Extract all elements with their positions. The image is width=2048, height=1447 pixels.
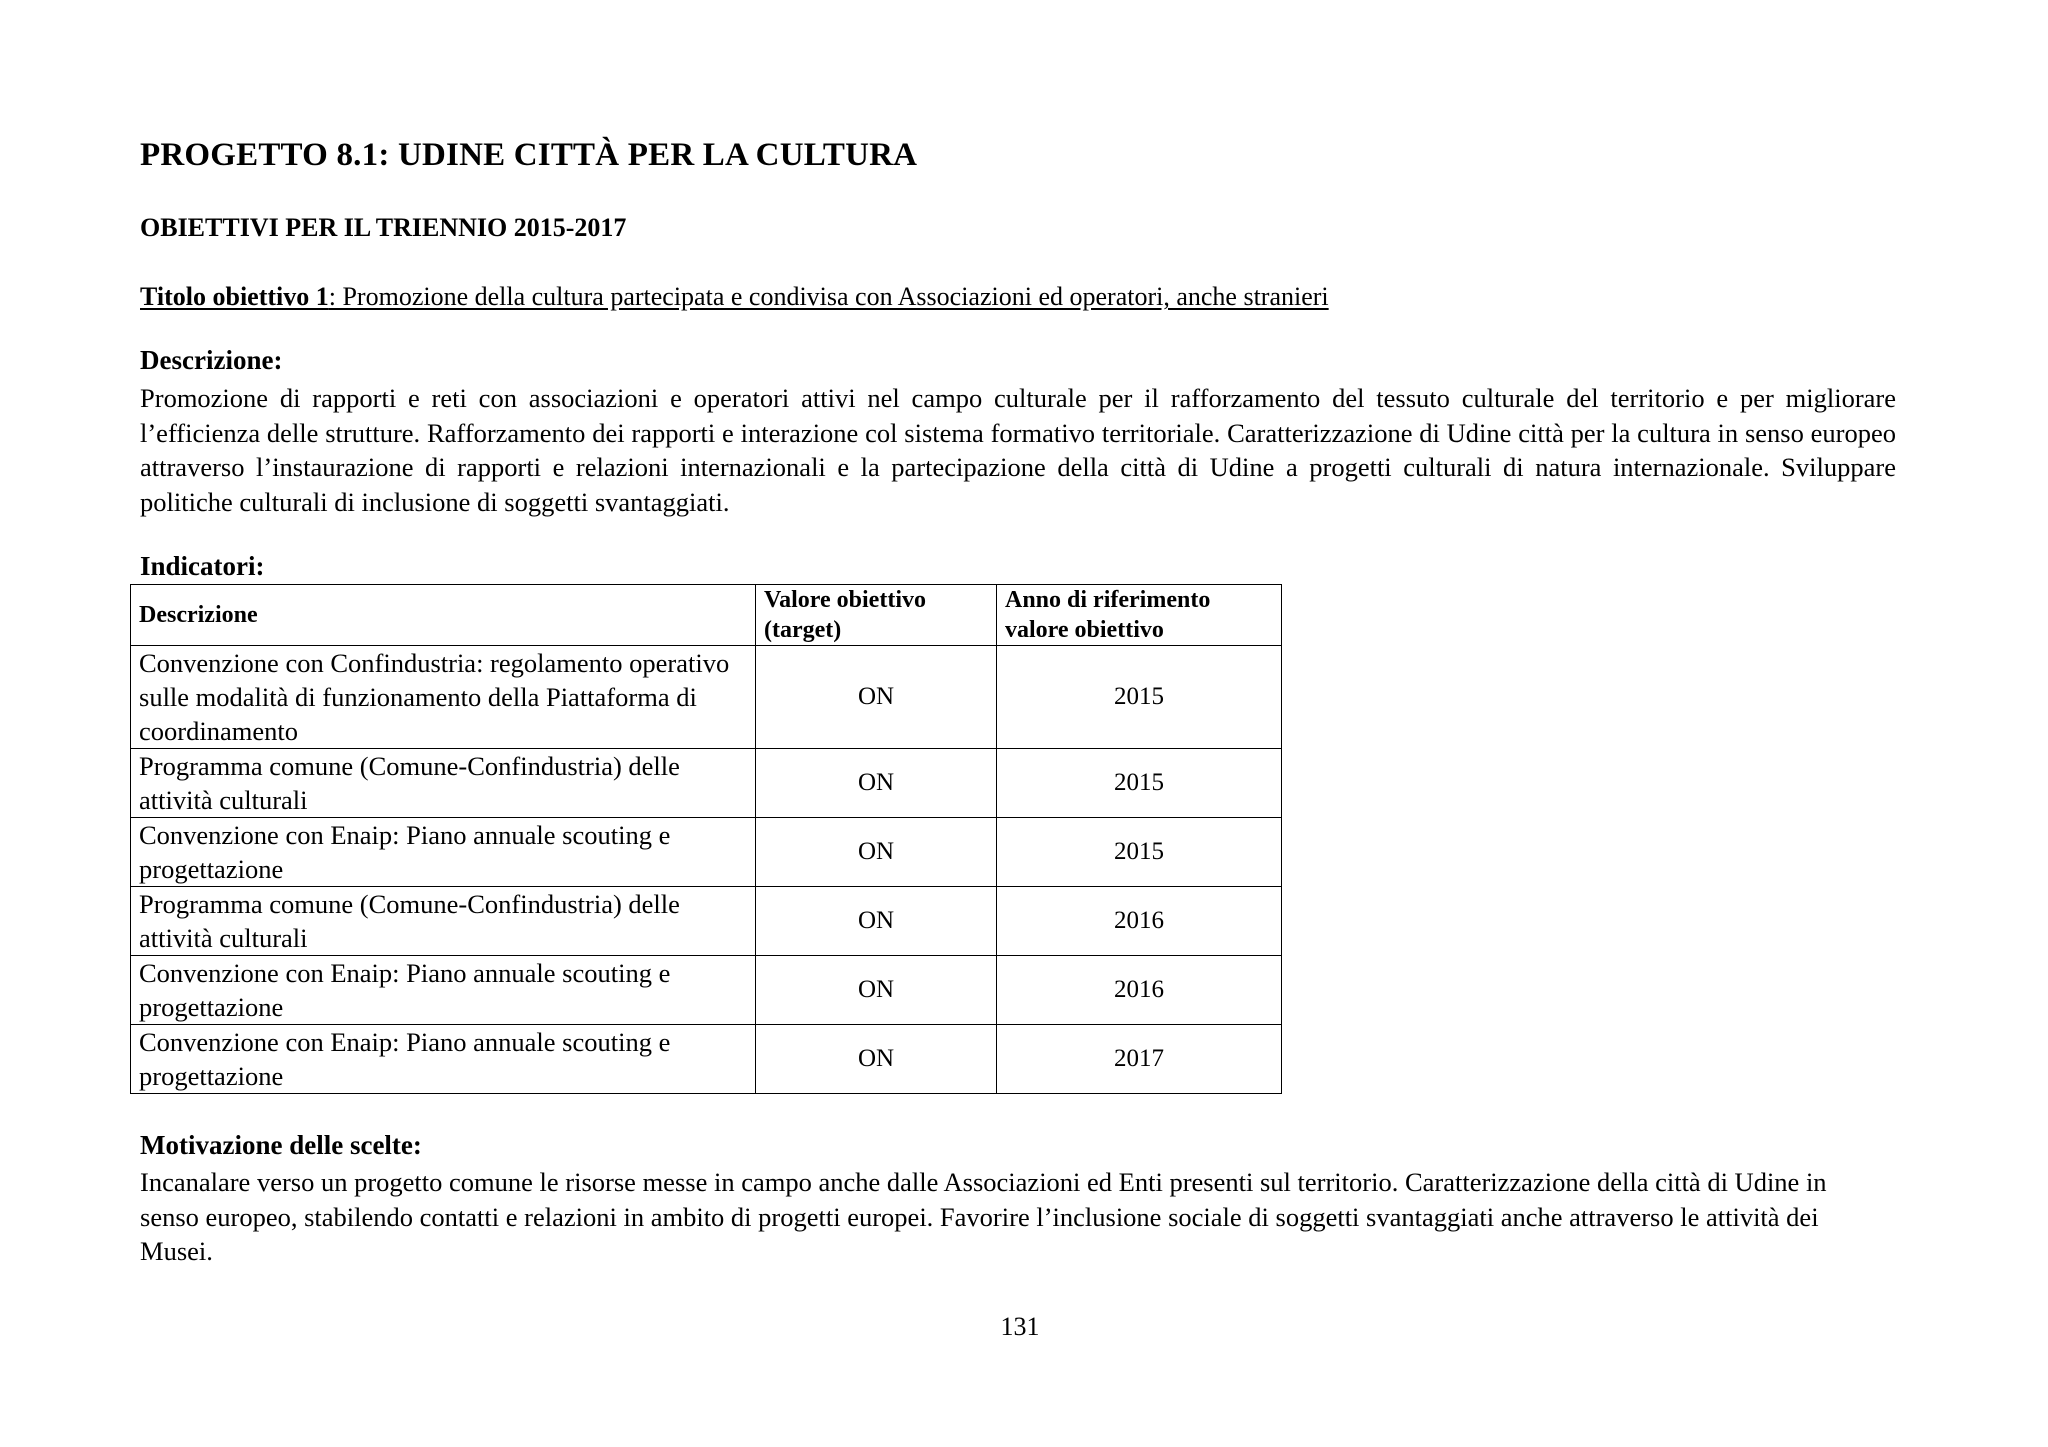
table-row xyxy=(131,818,1282,887)
table-row xyxy=(131,887,1282,956)
table-header-row xyxy=(131,585,1282,646)
cell-valore: ON xyxy=(756,956,997,1025)
cell-descrizione: Programma comune (Comune-Confindustria) delle attività culturali xyxy=(131,749,756,818)
page-title: PROGETTO 8.1: UDINE CITTÀ PER LA CULTURA xyxy=(140,137,918,173)
cell-valore: ON xyxy=(756,1025,997,1094)
description-label: Descrizione: xyxy=(140,345,283,375)
objective-text: : Promozione della cultura partecipata e condivisa con Associazioni ed operatori, anche stranieri xyxy=(328,282,1329,311)
cell-anno: 2016 xyxy=(997,887,1282,956)
cell-descrizione: Convenzione con Enaip: Piano annuale scouting e progettazione xyxy=(131,818,756,887)
indicators-label: Indicatori: xyxy=(140,551,265,581)
table-row xyxy=(131,956,1282,1025)
cell-valore: ON xyxy=(756,887,997,956)
cell-descrizione: Convenzione con Enaip: Piano annuale scouting e progettazione xyxy=(131,956,756,1025)
motivation-text: Incanalare verso un progetto comune le risorse messe in campo anche dalle Associazioni ed Enti presenti sul territorio. Caratterizzazione della città di Udine in senso europeo, stabilendo contatti e relazioni in ambito di progetti europei. Favorire l’inclusione sociale di soggetti svantaggiati anche attraverso le attività dei Musei. xyxy=(140,1167,1827,1266)
table-row xyxy=(131,749,1282,818)
header-descrizione: Descrizione xyxy=(131,585,756,646)
table-row xyxy=(131,1025,1282,1094)
cell-valore: ON xyxy=(756,749,997,818)
cell-descrizione: Convenzione con Enaip: Piano annuale scouting e progettazione xyxy=(131,1025,756,1094)
objective-title xyxy=(140,282,1329,312)
cell-valore: ON xyxy=(756,646,997,749)
section-subtitle: OBIETTIVI PER IL TRIENNIO 2015-2017 xyxy=(140,213,627,242)
cell-valore: ON xyxy=(756,818,997,887)
cell-anno: 2017 xyxy=(997,1025,1282,1094)
objective-label: Titolo obiettivo 1 xyxy=(140,282,329,311)
header-anno-riferimento: Anno di riferimento valore obiettivo xyxy=(997,585,1282,646)
description-text: Promozione di rapporti e reti con associazioni e operatori attivi nel campo culturale per il rafforzamento del tessuto culturale del territorio e per migliorare l’efficienza delle strutture. Rafforzamento dei rapporti e interazione col sistema formativo territoriale. Caratterizzazione di Udine città per la cultura in senso europeo attraverso l’instaurazione di rapporti e relazioni internazionali e la partecipazione della città di Udine a progetti culturali di natura internazionale. Sviluppare politiche culturali di inclusione di soggetti svantaggiati. xyxy=(140,383,1896,517)
indicators-table xyxy=(130,584,1282,1094)
cell-anno: 2015 xyxy=(997,749,1282,818)
page-number: 131 xyxy=(1000,1312,1040,1341)
table-row xyxy=(131,646,1282,749)
motivation-label: Motivazione delle scelte: xyxy=(140,1130,422,1160)
cell-anno: 2015 xyxy=(997,646,1282,749)
cell-descrizione: Convenzione con Confindustria: regolamento operativo sulle modalità di funzionamento della Piattaforma di coordinamento xyxy=(131,646,756,749)
cell-descrizione: Programma comune (Comune-Confindustria) delle attività culturali xyxy=(131,887,756,956)
cell-anno: 2015 xyxy=(997,818,1282,887)
cell-anno: 2016 xyxy=(997,956,1282,1025)
header-valore-obiettivo: Valore obiettivo (target) xyxy=(756,585,997,646)
